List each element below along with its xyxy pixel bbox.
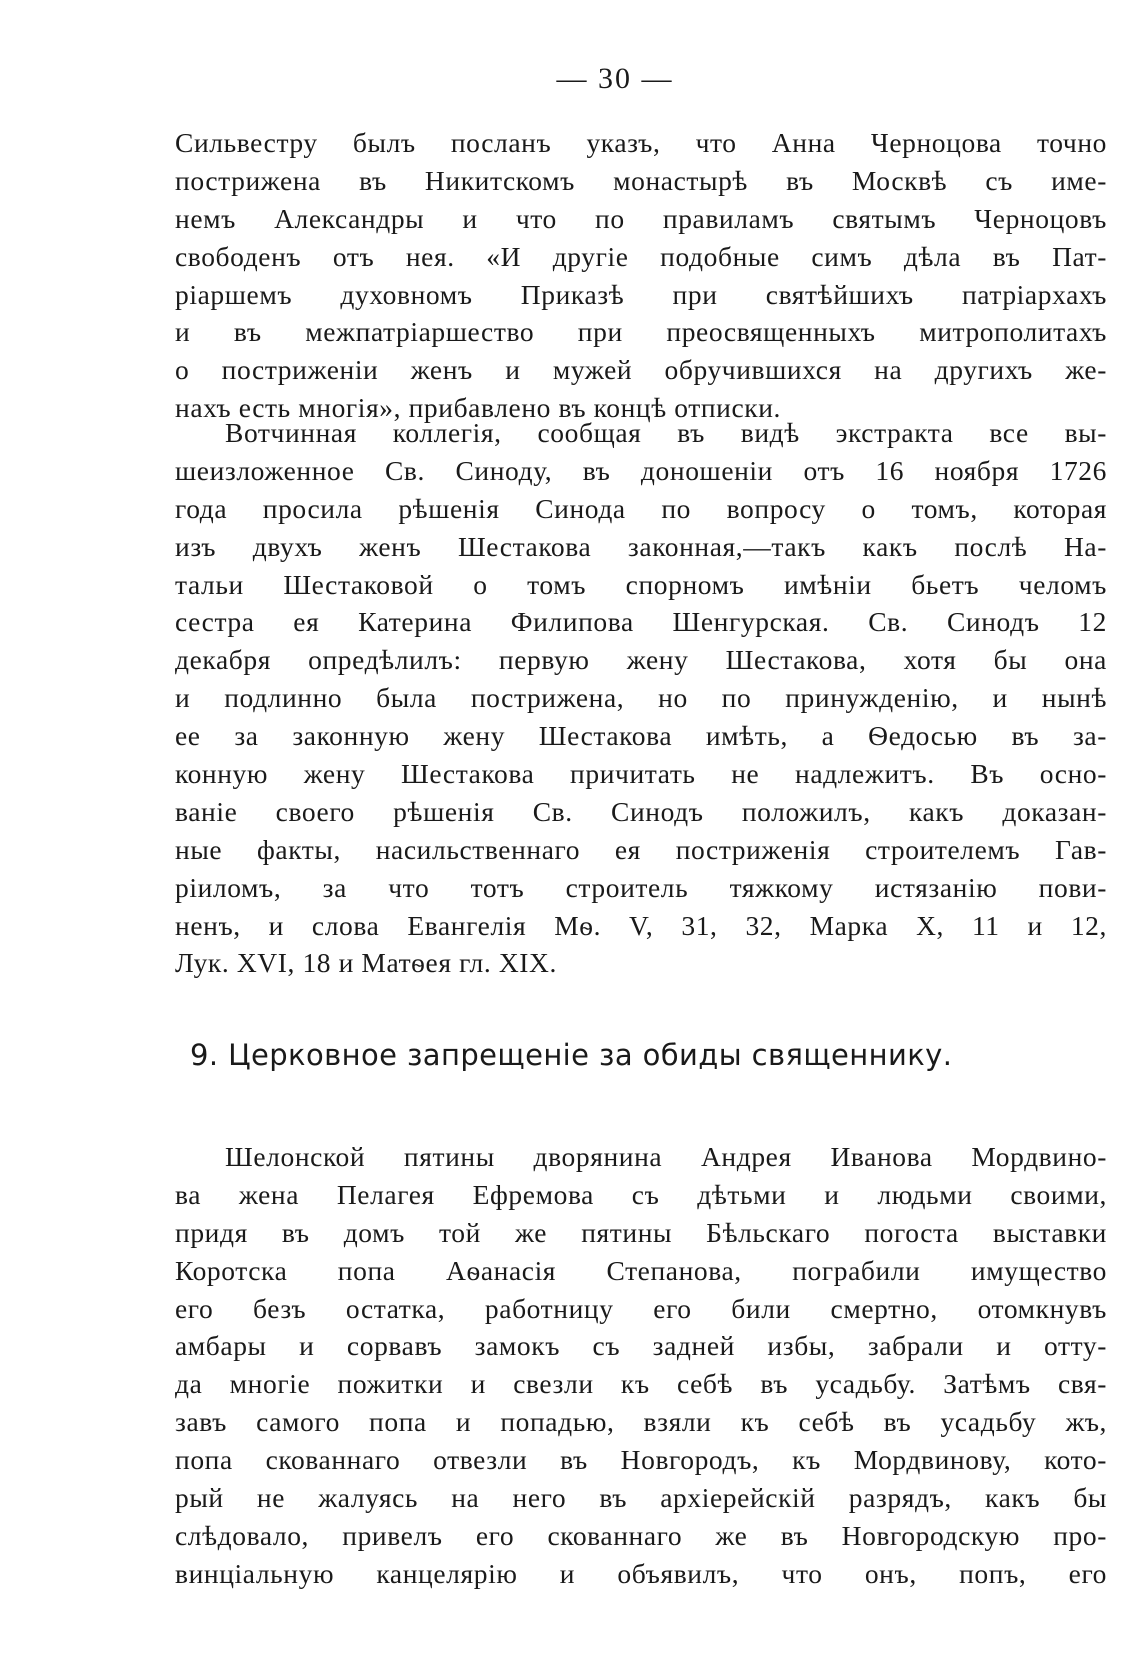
- text-line: придя въ домъ той же пятины Бѣльскаго погоста выставки: [175, 1216, 1107, 1248]
- paragraph-2: [175, 414, 1107, 982]
- text-line: Вотчинная коллегія, сообщая въ видѣ экстракта все вы-: [225, 417, 1107, 448]
- text-line: винціальную канцелярію и объявилъ, что онъ, попъ, его: [175, 1557, 1107, 1589]
- text-line: декабря опредѣлилъ: первую жену Шестакова, хотя бы она: [175, 644, 1107, 676]
- text-line: Лук. XVI, 18 и Матѳея гл. XIX.: [175, 947, 557, 979]
- section-heading: 9. Церковное запрещеніе за обиды священнику.: [190, 1038, 953, 1072]
- page-number: — 30 —: [556, 62, 674, 95]
- text-line: нахъ есть многія», прибавлено въ концѣ отписки.: [175, 392, 782, 424]
- text-line: изъ двухъ женъ Шестакова законная,—такъ какъ послѣ На-: [175, 530, 1107, 562]
- text-line: ее за законную жену Шестакова имѣть, а Ѳедосью въ за-: [175, 720, 1107, 752]
- text-line: шеизложенное Св. Синоду, въ доношеніи отъ 16 ноября 1726: [175, 454, 1107, 486]
- paragraph-3: [175, 1138, 1107, 1593]
- text-line: немъ Александры и что по правиламъ святымъ Черноцовъ: [175, 202, 1107, 234]
- text-line: амбары и сорвавъ замокъ съ задней избы, забрали и отту-: [175, 1330, 1107, 1362]
- text-line: сестра ея Катерина Филипова Шенгурская. Св. Синодъ 12: [175, 606, 1107, 638]
- text-line: его безъ остатка, работницу его били смертно, отомкнувъ: [175, 1292, 1107, 1324]
- text-line: попа скованнаго отвезли въ Новгородъ, къ Мордвинову, кото-: [175, 1444, 1107, 1476]
- text-line: ваніе своего рѣшенія Св. Синодъ положилъ, какъ доказан-: [175, 795, 1107, 827]
- text-line: ріиломъ, за что тотъ строитель тяжкому истязанію пови-: [175, 871, 1107, 903]
- text-line: рый не жалуясь на него въ архіерейскій разрядъ, какъ бы: [175, 1482, 1107, 1514]
- text-line: ріаршемъ духовномъ Приказѣ при святѣйшихъ патріархахъ: [175, 278, 1107, 310]
- text-line: Сильвестру былъ посланъ указъ, что Анна Черноцова точно: [175, 127, 1107, 158]
- text-line: конную жену Шестакова причитать не надлежитъ. Въ осно-: [175, 758, 1107, 790]
- text-line: Коротска попа Аѳанасія Степанова, пограбили имущество: [175, 1254, 1107, 1286]
- text-line: года просила рѣшенія Синода по вопросу о томъ, которая: [175, 492, 1107, 524]
- text-line: свободенъ отъ нея. «И другіе подобные симъ дѣла въ Пат-: [175, 240, 1107, 272]
- text-line: слѣдовало, привелъ его скованнаго же въ Новгородскую про-: [175, 1519, 1107, 1551]
- text-line: ные факты, насильственнаго ея постриженія строителемъ Гав-: [175, 833, 1107, 865]
- text-line: ва жена Пелагея Ефремова съ дѣтьми и людьми своими,: [175, 1178, 1107, 1210]
- paragraph-1: [175, 124, 1107, 427]
- text-line: да многіе пожитки и свезли къ себѣ въ усадьбу. Затѣмъ свя-: [175, 1368, 1107, 1400]
- text-line: тальи Шестаковой о томъ спорномъ имѣніи бьетъ челомъ: [175, 568, 1107, 600]
- text-line: о постриженіи женъ и мужей обручившихся на другихъ же-: [175, 354, 1107, 386]
- text-line: пострижена въ Никитскомъ монастырѣ въ Москвѣ съ име-: [175, 164, 1107, 196]
- text-line: ненъ, и слова Евангелія Мѳ. V, 31, 32, Марка X, 11 и 12,: [175, 909, 1107, 941]
- text-line: завъ самого попа и попадью, взяли къ себѣ въ усадьбу жъ,: [175, 1406, 1107, 1438]
- text-line: Шелонской пятины дворянина Андрея Иванова Мордвино-: [225, 1141, 1107, 1172]
- text-line: и подлинно была пострижена, но по принужденію, и нынѣ: [175, 682, 1107, 714]
- text-line: и въ межпатріаршество при преосвященныхъ митрополитахъ: [175, 316, 1107, 348]
